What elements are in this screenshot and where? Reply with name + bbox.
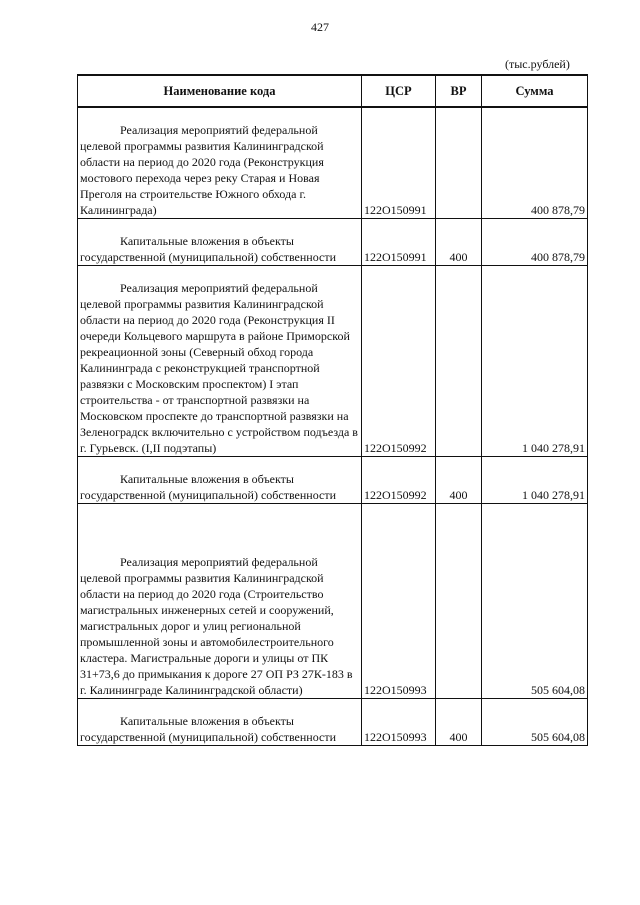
- table-row: [78, 280, 588, 457]
- header-csr: ЦСР: [362, 75, 436, 107]
- row-vr: 400: [436, 471, 482, 504]
- page-number: 427: [311, 20, 329, 34]
- row-vr: 400: [436, 233, 482, 266]
- header-sum: Сумма: [482, 75, 588, 107]
- table-row: [78, 122, 588, 219]
- table-row: [78, 554, 588, 699]
- row-sum: 400 878,79: [482, 122, 588, 219]
- row-vr: [436, 280, 482, 457]
- row-sum: 1 040 278,91: [482, 280, 588, 457]
- row-csr: 122О150993: [362, 554, 436, 699]
- table-row: [78, 233, 588, 266]
- table-row: [78, 471, 588, 504]
- row-name: Реализация мероприятий федеральной целевой программы развития Калининградской области на период до 2020 года (Реконструкция мостового перехода через реку Старая и Новая Преголя на строительстве Южного обхода г. Калининграда): [78, 122, 362, 219]
- row-csr: 122О150991: [362, 122, 436, 219]
- row-vr: [436, 122, 482, 219]
- budget-table: [77, 74, 588, 746]
- row-sum: 1 040 278,91: [482, 471, 588, 504]
- row-vr: 400: [436, 713, 482, 746]
- row-name: Капитальные вложения в объекты государственной (муниципальной) собственности: [78, 713, 362, 746]
- units-label: (тыс.рублей): [505, 57, 570, 71]
- row-sum: 400 878,79: [482, 233, 588, 266]
- row-name: Капитальные вложения в объекты государственной (муниципальной) собственности: [78, 471, 362, 504]
- table-row: [78, 713, 588, 746]
- row-name: Реализация мероприятий федеральной целевой программы развития Калининградской области на период до 2020 года (Реконструкция II очереди Кольцевого маршрута в районе Приморской рекреационной зоны (Северный обход города Калининграда с реконструкцией транспортной развязки с Московским проспектом) I этап строительства - от транспортной развязки на Московском проспекте до транспортной развязки на Зеленоградск включительно с устройством подъезда в г. Гурьевск. (I,II подэтапы): [78, 280, 362, 457]
- row-csr: 122О150993: [362, 713, 436, 746]
- row-name: Капитальные вложения в объекты государственной (муниципальной) собственности: [78, 233, 362, 266]
- header-vr: ВР: [436, 75, 482, 107]
- row-csr: 122О150992: [362, 471, 436, 504]
- row-sum: 505 604,08: [482, 554, 588, 699]
- row-sum: 505 604,08: [482, 713, 588, 746]
- row-csr: 122О150992: [362, 280, 436, 457]
- header-name: Наименование кода: [78, 75, 362, 107]
- row-csr: 122О150991: [362, 233, 436, 266]
- row-name: Реализация мероприятий федеральной целевой программы развития Калининградской области на период до 2020 года (Строительство магистральных инженерных сетей и сооружений, магистральных дорог и улиц региональной промышленной зоны и автомобилестроительного кластера. Магистральные дороги и улицы от ПК 31+73,6 до примыкания к дороге 27 ОП РЗ 27К-183 в г. Калининграде Калининградской области): [78, 554, 362, 699]
- table-header-row: [78, 75, 588, 107]
- row-vr: [436, 554, 482, 699]
